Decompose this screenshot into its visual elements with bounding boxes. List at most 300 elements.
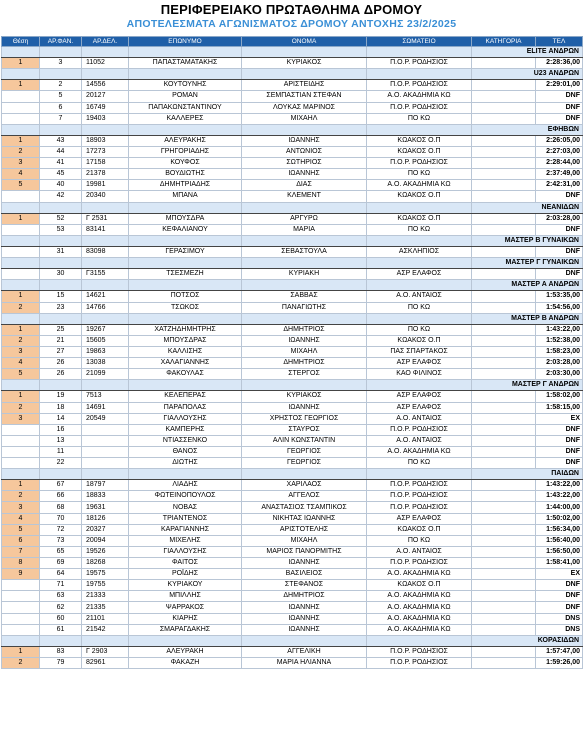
category-cell: [472, 613, 536, 624]
col-header-surname: ΕΠΩΝΥΜΟ: [129, 37, 242, 47]
club-cell: Α.Ο. ΑΝΤΑΙΟΣ: [367, 413, 472, 424]
category-cell: [472, 413, 536, 424]
surname-cell: ΠΟΤΣΟΣ: [129, 291, 242, 302]
category-cell: [472, 58, 536, 69]
category-spacer-cell: [129, 313, 242, 324]
table-row: [2, 391, 583, 402]
category-spacer-cell: [129, 380, 242, 391]
name-cell: ΑΓΓΕΛΟΣ: [242, 491, 367, 502]
athlete-id-cell: Γ 2531: [82, 213, 129, 224]
table-row: [2, 91, 583, 102]
table-row: [2, 502, 583, 513]
club-cell: ΠΑΣ ΣΠΑΡΤΑΚΟΣ: [367, 346, 472, 357]
category-cell: [472, 346, 536, 357]
athlete-id-cell: 19575: [82, 569, 129, 580]
category-spacer-cell: [82, 124, 129, 135]
surname-cell: ΓΙΑΛΛΟΥΣΗΣ: [129, 413, 242, 424]
time-cell: 1:58:02,00: [536, 391, 583, 402]
category-cell: [472, 591, 536, 602]
category-cell: [472, 213, 536, 224]
category-spacer-cell: [40, 280, 82, 291]
position-cell: 1: [2, 135, 40, 146]
category-cell: [472, 458, 536, 469]
athlete-id-cell: 19863: [82, 346, 129, 357]
name-cell: ΙΩΑΝΝΗΣ: [242, 558, 367, 569]
table-row: [2, 369, 583, 380]
page-subtitle: ΑΠΟΤΕΛΕΣΜΑΤΑ ΑΓΩΝΙΣΜΑΤΟΣ ΔΡΟΜΟΥ ΑΝΤΟΧΗΣ 23/2/2025: [126, 18, 457, 30]
position-cell: 2: [2, 146, 40, 157]
position-cell: 2: [2, 335, 40, 346]
time-cell: EX: [536, 569, 583, 580]
bib-cell: 7: [40, 113, 82, 124]
club-cell: ΑΣΡ ΕΛΑΦΟΣ: [367, 391, 472, 402]
category-label: ΜΑΣΤΕΡ Β ΓΥΝΑΙΚΩΝ: [472, 235, 583, 246]
category-cell: [472, 302, 536, 313]
surname-cell: ΘΑΝΟΣ: [129, 446, 242, 457]
club-cell: Α.Ο. ΑΚΑΔΗΜΙΑ ΚΩ: [367, 602, 472, 613]
surname-cell: ΓΡΗΓΟΡΙΑΔΗΣ: [129, 146, 242, 157]
name-cell: ΜΙΧΑΗΛ: [242, 346, 367, 357]
time-cell: 1:59:26,00: [536, 658, 583, 669]
surname-cell: ΝΟΒΑΣ: [129, 502, 242, 513]
surname-cell: ΔΗΜΗΤΡΙΑΔΗΣ: [129, 180, 242, 191]
category-spacer-cell: [129, 258, 242, 269]
time-cell: 2:28:36,00: [536, 58, 583, 69]
category-cell: [472, 402, 536, 413]
name-cell: ΣΤΕΡΓΟΣ: [242, 369, 367, 380]
time-cell: 1:56:50,00: [536, 546, 583, 557]
time-cell: 2:29:01,00: [536, 80, 583, 91]
club-cell: ΚΩΑΚΟΣ Ο.Π: [367, 213, 472, 224]
time-cell: DNF: [536, 435, 583, 446]
athlete-id-cell: Γ 2903: [82, 646, 129, 657]
category-spacer-cell: [367, 202, 472, 213]
category-cell: [472, 480, 536, 491]
category-spacer-cell: [40, 635, 82, 646]
table-row: [2, 558, 583, 569]
surname-cell: ΛΙΑΔΗΣ: [129, 480, 242, 491]
category-cell: [472, 658, 536, 669]
time-cell: DNF: [536, 102, 583, 113]
category-cell: [472, 135, 536, 146]
bib-cell: 43: [40, 135, 82, 146]
club-cell: ΚΩΑΚΟΣ Ο.Π: [367, 135, 472, 146]
category-spacer-cell: [40, 235, 82, 246]
position-cell: 1: [2, 80, 40, 91]
category-spacer-cell: [2, 47, 40, 58]
name-cell: ΑΓΓΕΛΙΚΗ: [242, 646, 367, 657]
position-cell: 1: [2, 646, 40, 657]
athlete-id-cell: 19403: [82, 113, 129, 124]
position-cell: [2, 191, 40, 202]
category-spacer-cell: [40, 313, 82, 324]
surname-cell: ΚΑΛΛΕΡΕΣ: [129, 113, 242, 124]
category-cell: [472, 158, 536, 169]
category-row: [2, 47, 583, 58]
category-spacer-cell: [40, 69, 82, 80]
time-cell: DNF: [536, 191, 583, 202]
category-row: [2, 280, 583, 291]
category-spacer-cell: [82, 380, 129, 391]
surname-cell: ΠΑΠΑΣΤΑΜΑΤΑΚΗΣ: [129, 58, 242, 69]
col-header-position: Θέση: [2, 37, 40, 47]
category-cell: [472, 358, 536, 369]
bib-cell: 69: [40, 558, 82, 569]
club-cell: Π.Ο.Ρ. ΡΟΔΗΣΙΟΣ: [367, 58, 472, 69]
category-spacer-cell: [82, 235, 129, 246]
club-cell: Π.Ο.Ρ. ΡΟΔΗΣΙΟΣ: [367, 646, 472, 657]
bib-cell: 45: [40, 169, 82, 180]
surname-cell: ΣΜΑΡΑΓΔΑΚΗΣ: [129, 624, 242, 635]
position-cell: [2, 591, 40, 602]
table-row: [2, 658, 583, 669]
time-cell: 2:03:30,00: [536, 369, 583, 380]
athlete-id-cell: Γ3155: [82, 269, 129, 280]
category-row: [2, 235, 583, 246]
time-cell: DNF: [536, 246, 583, 257]
bib-cell: 79: [40, 658, 82, 669]
category-spacer-cell: [367, 258, 472, 269]
time-cell: 1:57:47,00: [536, 646, 583, 657]
surname-cell: ΚΙΑΡΗΣ: [129, 613, 242, 624]
category-spacer-cell: [82, 202, 129, 213]
table-row: [2, 113, 583, 124]
results-body: [2, 47, 583, 669]
club-cell: ΠΟ ΚΩ: [367, 169, 472, 180]
position-cell: 6: [2, 535, 40, 546]
athlete-id-cell: 15605: [82, 335, 129, 346]
category-spacer-cell: [242, 258, 367, 269]
time-cell: DNF: [536, 591, 583, 602]
athlete-id-cell: [82, 435, 129, 446]
time-cell: DNF: [536, 580, 583, 591]
category-cell: [472, 569, 536, 580]
name-cell: ΧΑΡΙΛΑΟΣ: [242, 480, 367, 491]
position-cell: 1: [2, 58, 40, 69]
category-spacer-cell: [367, 635, 472, 646]
club-cell: Π.Ο.Ρ. ΡΟΔΗΣΙΟΣ: [367, 558, 472, 569]
name-cell: ΚΥΡΙΑΚΗ: [242, 269, 367, 280]
name-cell: ΛΟΥΚΑΣ ΜΑΡΙΝΟΣ: [242, 102, 367, 113]
category-cell: [472, 335, 536, 346]
time-cell: DNF: [536, 91, 583, 102]
club-cell: ΑΣΡ ΕΛΑΦΟΣ: [367, 513, 472, 524]
athlete-id-cell: [82, 446, 129, 457]
club-cell: ΑΣΡ ΕΛΑΦΟΣ: [367, 269, 472, 280]
time-cell: EX: [536, 413, 583, 424]
position-cell: 1: [2, 391, 40, 402]
athlete-id-cell: 83098: [82, 246, 129, 257]
club-cell: Π.Ο.Ρ. ΡΟΔΗΣΙΟΣ: [367, 491, 472, 502]
name-cell: ΑΡΙΣΤΕΙΔΗΣ: [242, 80, 367, 91]
bib-cell: 11: [40, 446, 82, 457]
name-cell: ΣΤΑΥΡΟΣ: [242, 424, 367, 435]
category-spacer-cell: [129, 69, 242, 80]
category-spacer-cell: [367, 124, 472, 135]
time-cell: DNF: [536, 424, 583, 435]
category-spacer-cell: [2, 469, 40, 480]
name-cell: ΚΥΡΙΑΚΟΣ: [242, 58, 367, 69]
category-label: ΜΑΣΤΕΡ Α ΑΝΔΡΩΝ: [472, 280, 583, 291]
category-cell: [472, 580, 536, 591]
athlete-id-cell: 83141: [82, 224, 129, 235]
table-row: [2, 246, 583, 257]
athlete-id-cell: 21099: [82, 369, 129, 380]
time-cell: DNF: [536, 446, 583, 457]
name-cell: ΙΩΑΝΝΗΣ: [242, 135, 367, 146]
table-row: [2, 424, 583, 435]
time-cell: 2:37:49,00: [536, 169, 583, 180]
category-cell: [472, 324, 536, 335]
club-cell: ΠΟ ΚΩ: [367, 324, 472, 335]
time-cell: 2:03:28,00: [536, 358, 583, 369]
time-cell: 1:43:22,00: [536, 324, 583, 335]
club-cell: Π.Ο.Ρ. ΡΟΔΗΣΙΟΣ: [367, 158, 472, 169]
col-header-name: ΟΝΟΜΑ: [242, 37, 367, 47]
club-cell: ΑΣΡ ΕΛΑΦΟΣ: [367, 358, 472, 369]
club-cell: Α.Ο. ΑΚΑΔΗΜΙΑ ΚΩ: [367, 180, 472, 191]
name-cell: ΙΩΑΝΝΗΣ: [242, 169, 367, 180]
time-cell: 2:03:28,00: [536, 213, 583, 224]
surname-cell: ΚΟΥΤΟΥΝΗΣ: [129, 80, 242, 91]
name-cell: ΣΤΕΦΑΝΟΣ: [242, 580, 367, 591]
category-spacer-cell: [129, 202, 242, 213]
category-spacer-cell: [2, 380, 40, 391]
category-spacer-cell: [82, 47, 129, 58]
category-spacer-cell: [367, 380, 472, 391]
club-cell: Π.Ο.Ρ. ΡΟΔΗΣΙΟΣ: [367, 658, 472, 669]
name-cell: ΙΩΑΝΝΗΣ: [242, 624, 367, 635]
surname-cell: ΓΕΡΑΣΙΜΟΥ: [129, 246, 242, 257]
category-cell: [472, 146, 536, 157]
category-cell: [472, 646, 536, 657]
club-cell: ΠΟ ΚΩ: [367, 535, 472, 546]
name-cell: ΑΝΤΩΝΙΟΣ: [242, 146, 367, 157]
table-row: [2, 191, 583, 202]
category-spacer-cell: [367, 313, 472, 324]
category-row: [2, 258, 583, 269]
position-cell: 7: [2, 546, 40, 557]
time-cell: 1:58:23,00: [536, 346, 583, 357]
name-cell: ΜΙΧΑΗΛ: [242, 113, 367, 124]
category-cell: [472, 624, 536, 635]
surname-cell: ΦΑΚΑΖΗ: [129, 658, 242, 669]
athlete-id-cell: 21542: [82, 624, 129, 635]
time-cell: 1:52:38,00: [536, 335, 583, 346]
bib-cell: 67: [40, 480, 82, 491]
surname-cell: ΚΕΦΑΛΙΑΝΟΥ: [129, 224, 242, 235]
position-cell: 9: [2, 569, 40, 580]
bib-cell: 66: [40, 491, 82, 502]
category-spacer-cell: [82, 69, 129, 80]
results-table: [1, 36, 583, 669]
surname-cell: ΨΑΡΡΑΚΟΣ: [129, 602, 242, 613]
name-cell: ΓΕΩΡΓΙΟΣ: [242, 446, 367, 457]
name-cell: ΣΕΒΑΣΤΟΥΛΑ: [242, 246, 367, 257]
table-row: [2, 324, 583, 335]
category-cell: [472, 513, 536, 524]
athlete-id-cell: 11052: [82, 58, 129, 69]
category-spacer-cell: [367, 47, 472, 58]
table-row: [2, 102, 583, 113]
category-spacer-cell: [242, 124, 367, 135]
table-row: [2, 458, 583, 469]
bib-cell: 42: [40, 191, 82, 202]
surname-cell: ΡΟΜΑΝ: [129, 91, 242, 102]
position-cell: 4: [2, 169, 40, 180]
athlete-id-cell: 19981: [82, 180, 129, 191]
athlete-id-cell: 18268: [82, 558, 129, 569]
category-spacer-cell: [129, 280, 242, 291]
table-row: [2, 491, 583, 502]
bib-cell: 44: [40, 146, 82, 157]
surname-cell: ΤΣΩΚΟΣ: [129, 302, 242, 313]
table-row: [2, 335, 583, 346]
club-cell: Α.Ο. ΑΚΑΔΗΜΙΑ ΚΩ: [367, 613, 472, 624]
col-header-club: ΣΩΜΑΤΕΙΟ: [367, 37, 472, 47]
name-cell: ΧΡΗΣΤΟΣ ΓΕΩΡΓΙΟΣ: [242, 413, 367, 424]
name-cell: ΚΥΡΙΑΚΟΣ: [242, 391, 367, 402]
category-row: [2, 469, 583, 480]
surname-cell: ΜΠΙΛΛΗΣ: [129, 591, 242, 602]
col-header-category: ΚΑΤΗΓΟΡΙΑ: [472, 37, 536, 47]
table-row: [2, 480, 583, 491]
name-cell: ΔΗΜΗΤΡΙΟΣ: [242, 591, 367, 602]
club-cell: ΚΑΟ ΦΙΛΙΝΟΣ: [367, 369, 472, 380]
surname-cell: ΚΥΡΙΑΚΟΥ: [129, 580, 242, 591]
category-cell: [472, 524, 536, 535]
category-spacer-cell: [367, 69, 472, 80]
category-spacer-cell: [40, 124, 82, 135]
athlete-id-cell: 21101: [82, 613, 129, 624]
club-cell: ΚΩΑΚΟΣ Ο.Π: [367, 191, 472, 202]
athlete-id-cell: [82, 424, 129, 435]
athlete-id-cell: 18797: [82, 480, 129, 491]
category-label: ΜΑΣΤΕΡ Γ ΓΥΝΑΙΚΩΝ: [472, 258, 583, 269]
category-spacer-cell: [40, 258, 82, 269]
position-cell: 3: [2, 158, 40, 169]
bib-cell: 23: [40, 302, 82, 313]
bib-cell: 3: [40, 58, 82, 69]
time-cell: 1:56:34,00: [536, 524, 583, 535]
category-cell: [472, 546, 536, 557]
club-cell: Π.Ο.Ρ. ΡΟΔΗΣΙΟΣ: [367, 80, 472, 91]
athlete-id-cell: 20094: [82, 535, 129, 546]
surname-cell: ΚΑΜΠΕΡΗΣ: [129, 424, 242, 435]
time-cell: 2:27:03,00: [536, 146, 583, 157]
surname-cell: ΧΑΛΑΓΙΑΝΝΗΣ: [129, 358, 242, 369]
table-row: [2, 535, 583, 546]
athlete-id-cell: 19267: [82, 324, 129, 335]
position-cell: [2, 102, 40, 113]
athlete-id-cell: 13038: [82, 358, 129, 369]
position-cell: [2, 624, 40, 635]
category-cell: [472, 224, 536, 235]
category-cell: [472, 558, 536, 569]
position-cell: 3: [2, 502, 40, 513]
category-spacer-cell: [129, 47, 242, 58]
name-cell: ΔΙΑΣ: [242, 180, 367, 191]
athlete-id-cell: 18126: [82, 513, 129, 524]
club-cell: Π.Ο.Ρ. ΡΟΔΗΣΙΟΣ: [367, 424, 472, 435]
position-cell: [2, 224, 40, 235]
table-row: [2, 524, 583, 535]
surname-cell: ΚΟΥΦΟΣ: [129, 158, 242, 169]
athlete-id-cell: 19755: [82, 580, 129, 591]
category-spacer-cell: [40, 202, 82, 213]
club-cell: ΑΣΚΛΗΠΙΟΣ: [367, 246, 472, 257]
category-spacer-cell: [367, 235, 472, 246]
table-row: [2, 302, 583, 313]
surname-cell: ΝΤΙΑΣΣΕΝΚΟ: [129, 435, 242, 446]
name-cell: ΜΑΡΙΑ: [242, 224, 367, 235]
position-cell: 8: [2, 558, 40, 569]
category-spacer-cell: [82, 313, 129, 324]
name-cell: ΜΑΡΙΑ ΗΛΙΑΝΝΑ: [242, 658, 367, 669]
surname-cell: ΦΩΤΕΙΝΟΠΟΥΛΟΣ: [129, 491, 242, 502]
position-cell: 1: [2, 324, 40, 335]
bib-cell: 19: [40, 391, 82, 402]
club-cell: ΚΩΑΚΟΣ Ο.Π: [367, 146, 472, 157]
bib-cell: 64: [40, 569, 82, 580]
table-row: [2, 146, 583, 157]
table-row: [2, 269, 583, 280]
table-row: [2, 224, 583, 235]
time-cell: DNF: [536, 113, 583, 124]
category-spacer-cell: [367, 469, 472, 480]
table-row: [2, 358, 583, 369]
table-row: [2, 80, 583, 91]
table-row: [2, 135, 583, 146]
bib-cell: 13: [40, 435, 82, 446]
table-row: [2, 413, 583, 424]
category-spacer-cell: [129, 235, 242, 246]
name-cell: ΣΑΒΒΑΣ: [242, 291, 367, 302]
category-spacer-cell: [242, 69, 367, 80]
category-spacer-cell: [242, 280, 367, 291]
position-cell: [2, 613, 40, 624]
position-cell: [2, 91, 40, 102]
bib-cell: 65: [40, 546, 82, 557]
category-cell: [472, 602, 536, 613]
category-label: ΝΕΑΝΙΔΩΝ: [472, 202, 583, 213]
club-cell: ΠΟ ΚΩ: [367, 113, 472, 124]
name-cell: ΜΑΡΙΟΣ ΠΑΝΟΡΜΙΤΗΣ: [242, 546, 367, 557]
category-cell: [472, 291, 536, 302]
time-cell: 2:42:31,00: [536, 180, 583, 191]
name-cell: ΑΡΓΥΡΩ: [242, 213, 367, 224]
club-cell: Α.Ο. ΑΚΑΔΗΜΙΑ ΚΩ: [367, 91, 472, 102]
bib-cell: 16: [40, 424, 82, 435]
time-cell: 2:28:44,00: [536, 158, 583, 169]
position-cell: 2: [2, 491, 40, 502]
athlete-id-cell: 18833: [82, 491, 129, 502]
surname-cell: ΦΑΙΤΟΣ: [129, 558, 242, 569]
table-row: [2, 446, 583, 457]
club-cell: Α.Ο. ΑΚΑΔΗΜΙΑ ΚΩ: [367, 446, 472, 457]
time-cell: 1:43:22,00: [536, 480, 583, 491]
position-cell: [2, 446, 40, 457]
table-row: [2, 580, 583, 591]
surname-cell: ΜΙΧΕΛΗΣ: [129, 535, 242, 546]
position-cell: [2, 580, 40, 591]
time-cell: 1:43:22,00: [536, 491, 583, 502]
bib-cell: 22: [40, 458, 82, 469]
athlete-id-cell: 21378: [82, 169, 129, 180]
bib-cell: 63: [40, 591, 82, 602]
col-header-bib: ΑΡ.ΦΑΝ.: [40, 37, 82, 47]
category-cell: [472, 191, 536, 202]
